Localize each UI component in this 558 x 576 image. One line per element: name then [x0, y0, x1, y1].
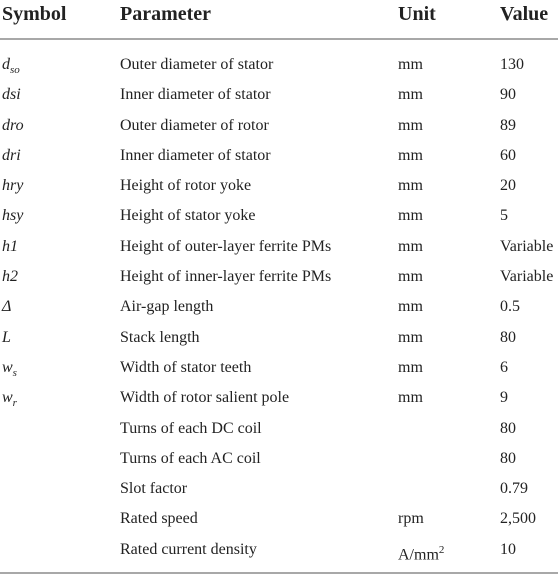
- table-row: [0, 262, 558, 292]
- parameter-cell: Height of inner-layer ferrite PMs: [120, 268, 332, 286]
- unit-text: mm: [398, 389, 423, 407]
- parameter-cell: Rated speed: [120, 510, 198, 528]
- symbol-cell: [2, 323, 11, 353]
- unit-text: mm: [398, 268, 423, 286]
- unit-cell: [398, 353, 423, 383]
- value-cell: 10: [500, 540, 516, 558]
- parameter-cell: Slot factor: [120, 480, 188, 498]
- symbol-cell: [2, 232, 18, 262]
- symbol-text: w: [2, 389, 13, 407]
- unit-cell: [398, 232, 423, 262]
- value-cell: 80: [500, 419, 516, 437]
- symbol-text: Δ: [2, 298, 12, 316]
- header-parameter: Parameter: [120, 3, 212, 25]
- value-cell: 80: [500, 449, 516, 467]
- unit-text: rpm: [398, 510, 424, 528]
- value-cell: 2,500: [500, 510, 536, 528]
- symbol-text: h1: [2, 237, 18, 255]
- unit-cell: [398, 201, 423, 231]
- unit-cell: [398, 383, 423, 413]
- parameter-cell: Height of outer-layer ferrite PMs: [120, 237, 332, 255]
- parameter-cell: Height of rotor yoke: [120, 177, 252, 195]
- unit-text: mm: [398, 86, 423, 104]
- symbol-text: dro: [2, 116, 24, 134]
- header-symbol: Symbol: [2, 3, 67, 25]
- parameter-cell: Outer diameter of rotor: [120, 116, 269, 134]
- unit-cell: [398, 141, 423, 171]
- value-cell: 130: [500, 56, 524, 73]
- unit-text: A/mm: [398, 546, 439, 564]
- unit-cell: [398, 292, 423, 322]
- value-cell: Variable: [500, 268, 554, 286]
- table-row: [0, 353, 558, 383]
- unit-text: mm: [398, 328, 423, 346]
- table-row: [0, 201, 558, 231]
- table-row: [0, 141, 558, 171]
- unit-cell: [398, 323, 423, 353]
- parameter-cell: Air-gap length: [120, 298, 214, 316]
- table-row: [0, 383, 558, 413]
- header-divider: [0, 38, 558, 40]
- table-bottom-border: [0, 572, 558, 574]
- table-row: [0, 292, 558, 322]
- symbol-text: d: [2, 56, 10, 73]
- unit-text: mm: [398, 146, 423, 164]
- unit-cell: [398, 80, 423, 110]
- symbol-cell: [2, 111, 24, 141]
- parameter-cell: Rated current density: [120, 540, 257, 558]
- table-row: [0, 504, 558, 534]
- value-cell: 5: [500, 207, 508, 225]
- table-row: [0, 80, 558, 110]
- symbol-text: w: [2, 358, 13, 376]
- unit-text: mm: [398, 56, 423, 73]
- value-cell: 0.5: [500, 298, 520, 316]
- table-header: [0, 0, 558, 38]
- value-cell: 6: [500, 358, 508, 376]
- table-row: [0, 444, 558, 474]
- parameter-cell: Width of stator teeth: [120, 358, 252, 376]
- symbol-text: hsy: [2, 207, 24, 225]
- parameter-cell: Stack length: [120, 328, 200, 346]
- parameter-cell: Turns of each DC coil: [120, 419, 262, 437]
- table-body: [0, 50, 558, 565]
- parameter-cell: Turns of each AC coil: [120, 449, 261, 467]
- symbol-text: L: [2, 328, 11, 346]
- unit-cell: [398, 50, 423, 80]
- symbol-cell: [2, 171, 23, 201]
- unit-cell: [398, 535, 444, 570]
- symbol-cell: [2, 201, 23, 231]
- unit-text: mm: [398, 116, 423, 134]
- unit-text: mm: [398, 298, 423, 316]
- value-cell: 89: [500, 116, 516, 134]
- symbol-subscript: so: [10, 64, 20, 77]
- table-row: [0, 323, 558, 353]
- table-row: [0, 111, 558, 141]
- table-row: [0, 535, 558, 565]
- unit-text: mm: [398, 207, 423, 225]
- unit-superscript: 2: [438, 543, 445, 556]
- unit-text: mm: [398, 237, 423, 255]
- parameter-cell: Inner diameter of stator: [120, 86, 271, 104]
- symbol-cell: [2, 141, 21, 171]
- header-unit: Unit: [398, 3, 436, 25]
- unit-text: mm: [398, 358, 423, 376]
- value-cell: 0.79: [500, 480, 528, 498]
- parameter-cell: Width of rotor salient pole: [120, 389, 290, 407]
- value-cell: 20: [500, 177, 516, 195]
- table-row: [0, 171, 558, 201]
- value-cell: Variable: [500, 237, 554, 255]
- value-cell: 90: [500, 86, 516, 104]
- value-cell: 9: [500, 389, 508, 407]
- parameter-cell: Height of stator yoke: [120, 207, 256, 225]
- unit-cell: [398, 111, 423, 141]
- symbol-cell: [2, 292, 11, 322]
- unit-cell: [398, 504, 424, 534]
- value-cell: 80: [500, 328, 516, 346]
- header-value: Value: [500, 3, 549, 25]
- symbol-text: h2: [2, 268, 18, 286]
- unit-text: mm: [398, 177, 423, 195]
- symbol-text: hry: [2, 177, 24, 195]
- table-row: [0, 414, 558, 444]
- unit-cell: [398, 262, 423, 292]
- table-row: [0, 474, 558, 504]
- unit-cell: [398, 171, 423, 201]
- symbol-subscript: s: [12, 367, 17, 380]
- table-row: [0, 50, 558, 80]
- table-row: [0, 232, 558, 262]
- symbol-subscript: r: [12, 397, 17, 410]
- symbol-text: dri: [2, 146, 21, 164]
- symbol-text: dsi: [2, 86, 21, 104]
- parameter-cell: Inner diameter of stator: [120, 146, 271, 164]
- value-cell: 60: [500, 146, 516, 164]
- symbol-cell: [2, 262, 18, 292]
- symbol-cell: [2, 80, 21, 110]
- parameter-cell: Outer diameter of stator: [120, 56, 274, 73]
